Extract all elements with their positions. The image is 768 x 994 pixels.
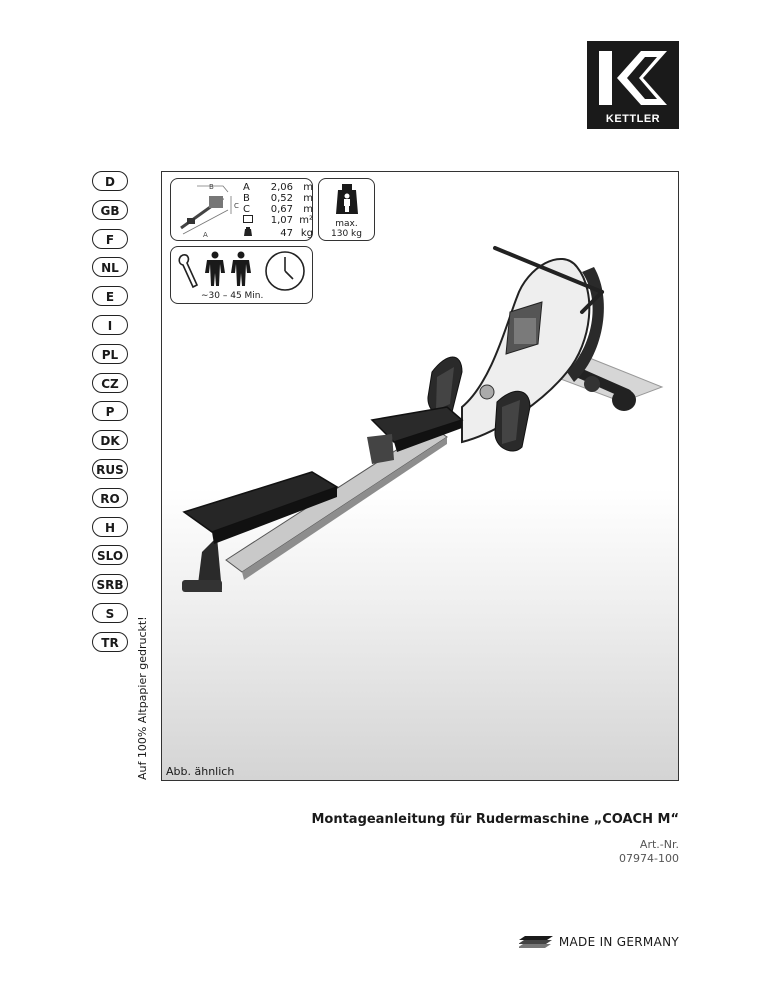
dimension-row-c: C 0,67 m <box>243 204 313 215</box>
weight-icon <box>243 226 253 236</box>
language-ro: RO <box>92 488 128 508</box>
manual-title: Montageanleitung für Rudermaschine „COACH M“ <box>311 812 679 827</box>
language-list <box>92 171 128 661</box>
clock-icon <box>263 249 307 293</box>
article-label: Art.-Nr. <box>639 838 679 851</box>
language-nl: NL <box>92 257 128 277</box>
language-h: H <box>92 517 128 537</box>
diagram-label-a: A <box>203 231 208 239</box>
floor-area-icon <box>243 215 253 223</box>
kettler-logo <box>587 41 679 129</box>
dimension-row-a: A 2,06 m <box>243 182 313 193</box>
language-tr: TR <box>92 632 128 652</box>
logo-wordmark: KETTLER <box>605 113 661 125</box>
assembly-time: ∼30 – 45 Min. <box>201 291 264 301</box>
product-illustration-frame <box>161 171 679 781</box>
article-number: 07974-100 <box>619 852 679 865</box>
language-gb: GB <box>92 200 128 220</box>
assembly-info-box <box>170 246 313 304</box>
flag-stripe-icon <box>519 936 553 948</box>
language-rus: RUS <box>92 459 128 479</box>
article-number-block <box>619 838 679 866</box>
max-label: max. <box>335 219 358 229</box>
made-in-germany <box>519 935 679 949</box>
diagram-label-b: B <box>209 183 214 191</box>
diagram-label-c: C <box>234 202 239 210</box>
two-persons-icon <box>203 251 255 287</box>
illustration-caption: Abb. ähnlich <box>166 765 235 778</box>
language-f: F <box>92 229 128 249</box>
language-d: D <box>92 171 128 191</box>
weight-user-icon <box>336 184 358 214</box>
dimensions-box <box>170 178 313 241</box>
language-i: I <box>92 315 128 335</box>
language-e: E <box>92 286 128 306</box>
language-pl: PL <box>92 344 128 364</box>
kettler-k-icon <box>593 47 673 109</box>
language-s: S <box>92 603 128 623</box>
language-srb: SRB <box>92 574 128 594</box>
made-in-label: MADE IN GERMANY <box>558 935 679 949</box>
dimension-diagram <box>173 180 243 240</box>
language-p: P <box>92 401 128 421</box>
dimension-row-b: B 0,52 m <box>243 193 313 204</box>
max-weight-value: 130 kg <box>331 229 362 239</box>
dimension-row-area: 1,07 m² <box>243 215 313 226</box>
language-dk: DK <box>92 430 128 450</box>
wrench-icon <box>177 253 199 289</box>
recycled-paper-note: Auf 100% Altpapier gedruckt! <box>136 616 149 780</box>
max-user-weight-box <box>318 178 375 241</box>
language-slo: SLO <box>92 545 128 565</box>
dimension-row-weight: 47 kg <box>243 226 313 239</box>
language-cz: CZ <box>92 373 128 393</box>
